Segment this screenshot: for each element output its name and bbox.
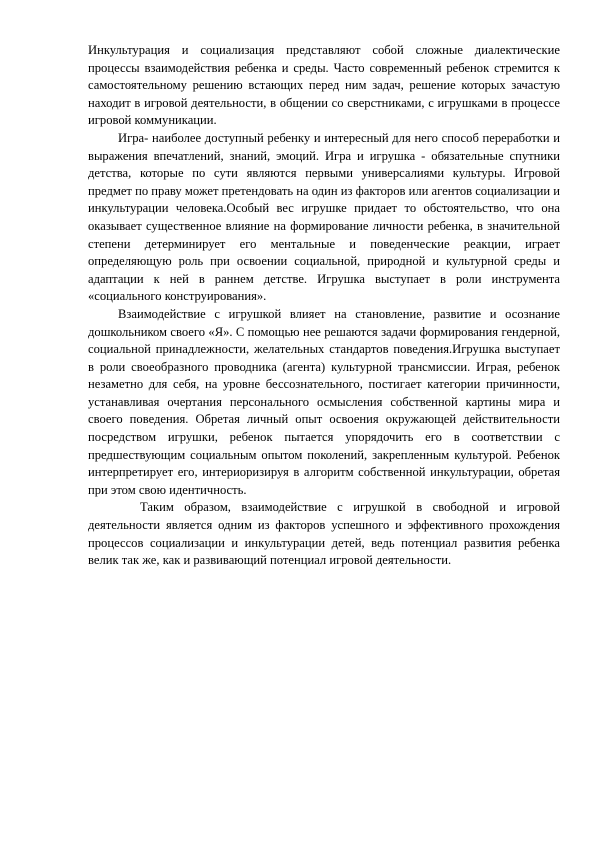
paragraph-4: Таким образом, взаимодействие с игрушкой в свободной и игровой деятельности является одним из факторов успешного и эффективного прохождения процессов социализации и инкультурации детей, ведь потенциал развития ребенка велик так же, как и развивающий потенциал игровой деятельности.	[88, 500, 560, 568]
paragraph-2: Игра- наиболее доступный ребенку и интересный для него способ переработки и выражения впечатлений, знаний, эмоций. Игра и игрушка - обязательные спутники детства, которые по сути являются первыми универсалиями культуры. Игровой предмет по праву может претендовать на один из факторов или агентов социализации и инкультурации человека.Особый вес игрушке придает то обстоятельство, что она оказывает существенное влияние на формирование личности ребенка, в значительной степени детерминирует его ментальные и поведенческие реакции, играет определяющую роль при освоении социальной, природной и культурной среды и адаптации к ней в раннем детстве. Игрушка выступает в роли инструмента «социального конструирования».	[88, 130, 560, 304]
paragraph-3: Взаимодействие с игрушкой влияет на становление, развитие и осознание дошкольником своего «Я». С помощью нее решаются задачи формирования гендерной, социальной принадлежности, желательных стандартов поведения.Игрушка выступает в роли своеобразного проводника (агента) культурной трансмиссии. Играя, ребенок незаметно для себя, на уровне бессознательного, постигает категории причинности, устанавливая очертания персонального осмысления собственной картины мира и своего поведения. Обретая личный опыт освоения окружающей действительности посредством игрушки, ребенок пытается упорядочить его в соответствии с предшествующим социальным опытом поколений, закрепленным культурой. Ребенок интерпретирует его, интериоризируя в алгоритм собственной инкультурации, обретая при этом свою идентичность.	[88, 306, 560, 497]
paragraph-1: Инкультурация и социализация представляют собой сложные диалектические процессы взаимодействия ребенка и среды. Часто современный ребенок стремится к самостоятельному решению встающих перед ним задач, решение которых зачастую находит в игровой деятельности, в общении со сверстниками, с игрушками в процессе игровой коммуникации.	[88, 43, 560, 128]
document-body	[88, 42, 560, 570]
